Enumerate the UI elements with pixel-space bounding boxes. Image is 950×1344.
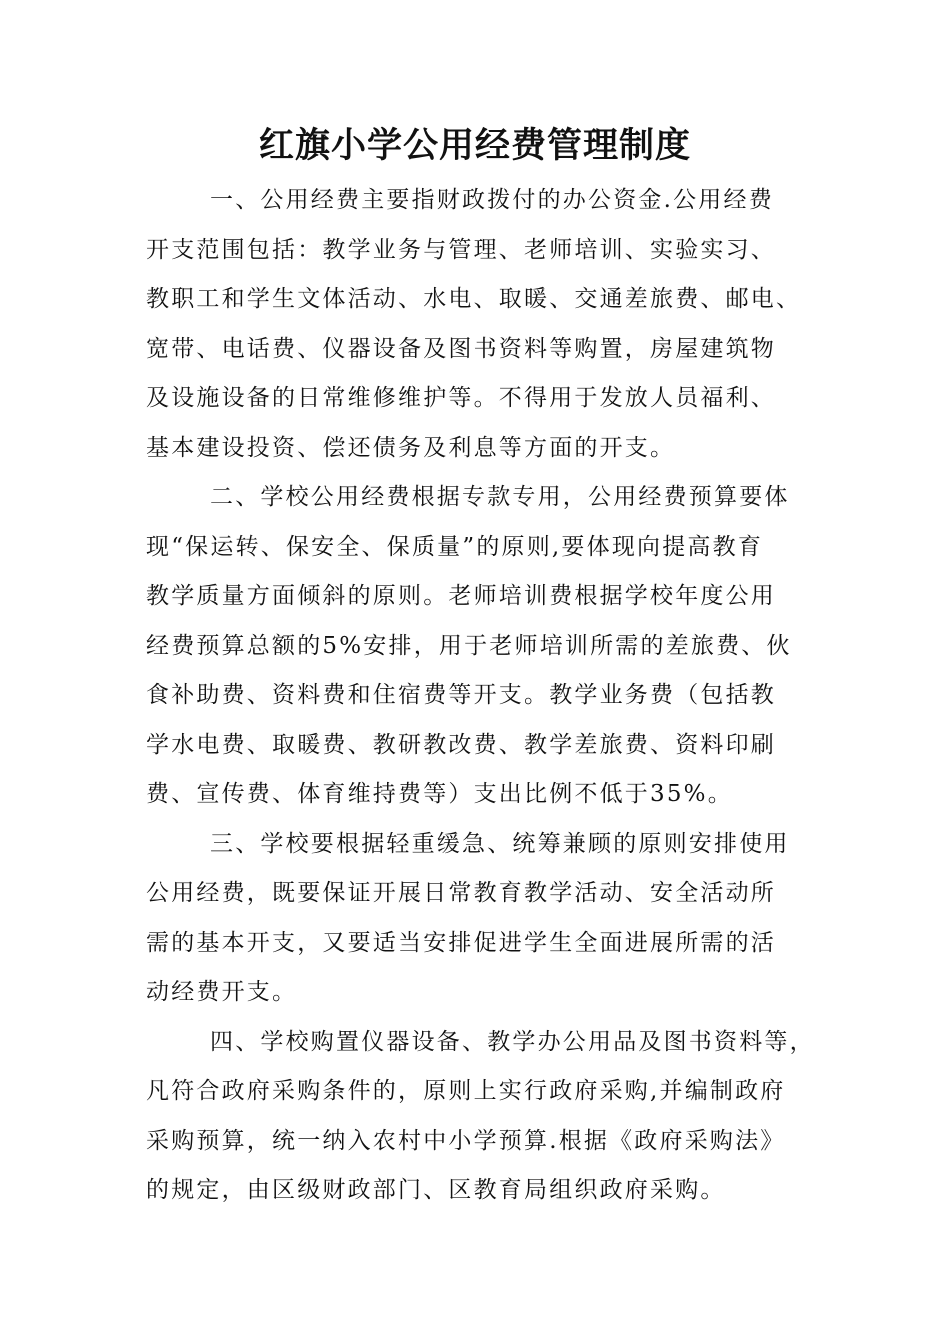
text-line: 四、学校购置仪器设备、教学办公用品及图书资料等， [210,1028,815,1055]
text-line: 及设施设备的日常维修维护等。不得用于发放人员福利、 [146,385,776,411]
text-line: 三、学校要根据轻重缓急、统筹兼顾的原则安排使用 [210,830,790,857]
document-title: 红旗小学公用经费管理制度 [258,126,691,166]
text-line: 二、学校公用经费根据专款专用，公用经费预算要体 [210,484,790,510]
text-line: 凡符合政府采购条件的，原则上实行政府采购,并编制政府 [146,1078,786,1104]
text-line: 采购预算，统一纳入农村中小学预算.根据《政府采购法》 [146,1127,786,1154]
text-line: 经费预算总额的5%安排，用于老师培训所需的差旅费、伙 [146,632,792,659]
paragraph-4 [146,1022,816,1220]
document-body [146,180,816,1220]
text-line: 教学质量方面倾斜的原则。老师培训费根据学校年度公用 [146,583,776,609]
text-line: 的规定，由区级财政部门、区教育局组织政府采购。 [146,1177,726,1203]
text-line: 公用经费，既要保证开展日常教育教学活动、安全活动所 [146,880,776,906]
text-line: 动经费开支。 [146,979,298,1005]
paragraph-3 [146,824,816,1022]
text-line: 费、宣传费、体育维持费等）支出比例不低于35%。 [146,781,733,807]
text-line: 开支范围包括：教学业务与管理、老师培训、实验实习、 [146,236,776,263]
text-line: 教职工和学生文体活动、水电、取暖、交通差旅费、邮电、 [146,286,802,312]
text-line: 一、公用经费主要指财政拨付的办公资金.公用经费 [210,187,774,213]
text-line: 食补助费、资料费和住宿费等开支。教学业务费（包括教 [146,682,776,708]
text-line: 现“保运转、保安全、保质量”的原则,要体现向提高教育 [146,533,764,560]
text-line: 需的基本开支，又要适当安排促进学生全面进展所需的活 [146,929,776,956]
paragraph-1 [146,180,816,477]
text-line: 宽带、电话费、仪器设备及图书资料等购置，房屋建筑物 [146,335,776,362]
text-line: 学水电费、取暖费、教研教改费、教学差旅费、资料印刷 [146,731,776,758]
text-line: 基本建设投资、偿还债务及利息等方面的开支。 [146,434,676,461]
paragraph-2 [146,477,816,824]
